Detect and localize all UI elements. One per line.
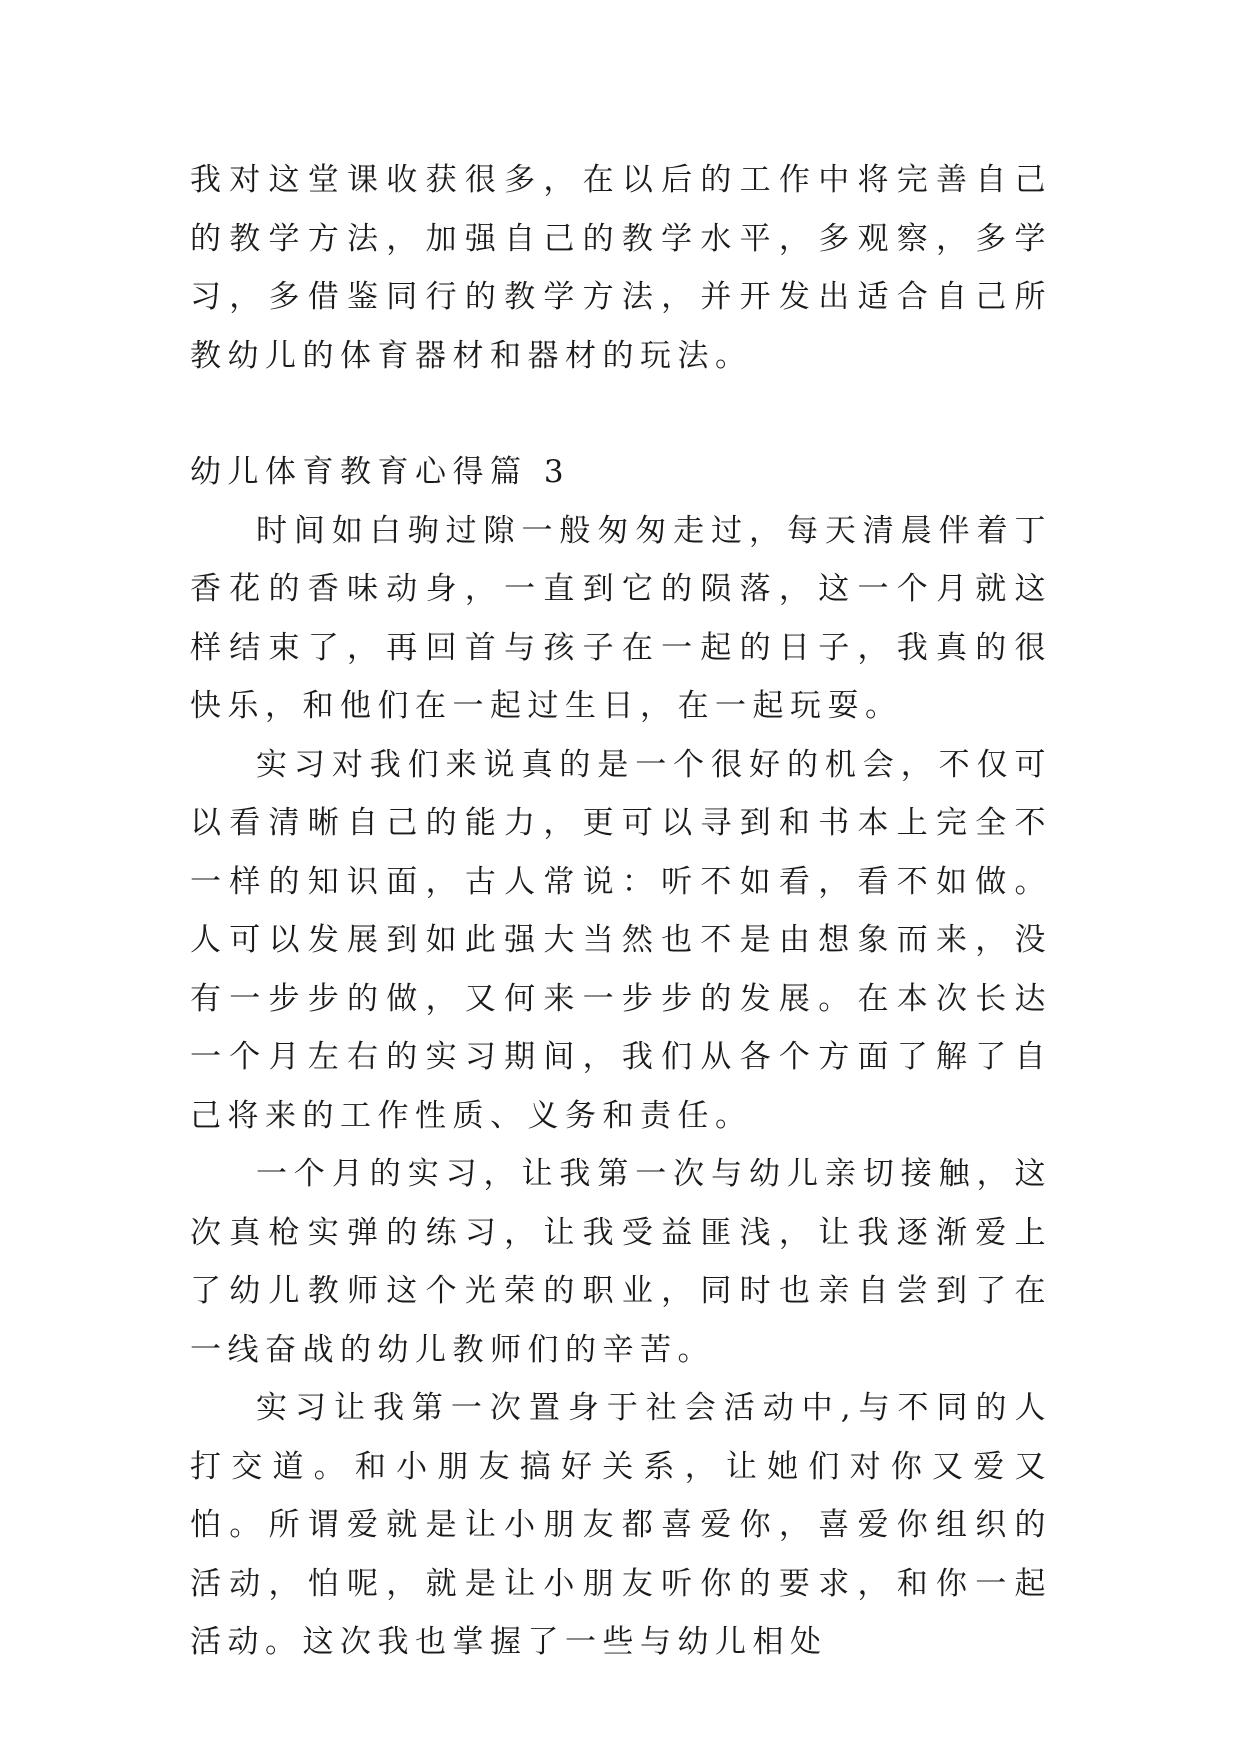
paragraph-2: 实习对我们来说真的是一个很好的机会，不仅可以看清晰自己的能力，更可以寻到和书本上完全不一样的知识面，古人常说：听不如看，看不如做。人可以发展到如此强大当然也不是由想象而来，没有一步步的做，又何来一步步的发展。在本次长达一个月左右的实习期间，我们从各个方面了解了自己将来的工作性质、义务和责任。: [190, 746, 1052, 1134]
paragraph-3: 一个月的实习，让我第一次与幼儿亲切接触，这次真枪实弹的练习，让我受益匪浅，让我逐渐爱上了幼儿教师这个光荣的职业，同时也亲自尝到了在一线奋战的幼儿教师们的辛苦。: [190, 1156, 1052, 1368]
paragraph-intro: 我对这堂课收获很多，在以后的工作中将完善自己的教学方法，加强自己的教学水平，多观察，多学习，多借鉴同行的教学方法，并开发出适合自己所教幼儿的体育器材和器材的玩法。: [190, 162, 1052, 374]
section-heading: 幼儿体育教育心得篇 3: [190, 454, 571, 490]
paragraph-1: 时间如白驹过隙一般匆匆走过，每天清晨伴着丁香花的香味动身，一直到它的陨落，这一个月就这样结束了，再回首与孩子在一起的日子，我真的很快乐，和他们在一起过生日，在一起玩耍。: [190, 512, 1052, 724]
paragraph-4: 实习让我第一次置身于社会活动中,与不同的人打交道。和小朋友搞好关系，让她们对你又爱又怕。所谓爱就是让小朋友都喜爱你，喜爱你组织的活动，怕呢，就是让小朋友听你的要求，和你一起活动。这次我也掌握了一些与幼儿相处: [190, 1390, 1052, 1660]
document-body: [190, 151, 1052, 1672]
